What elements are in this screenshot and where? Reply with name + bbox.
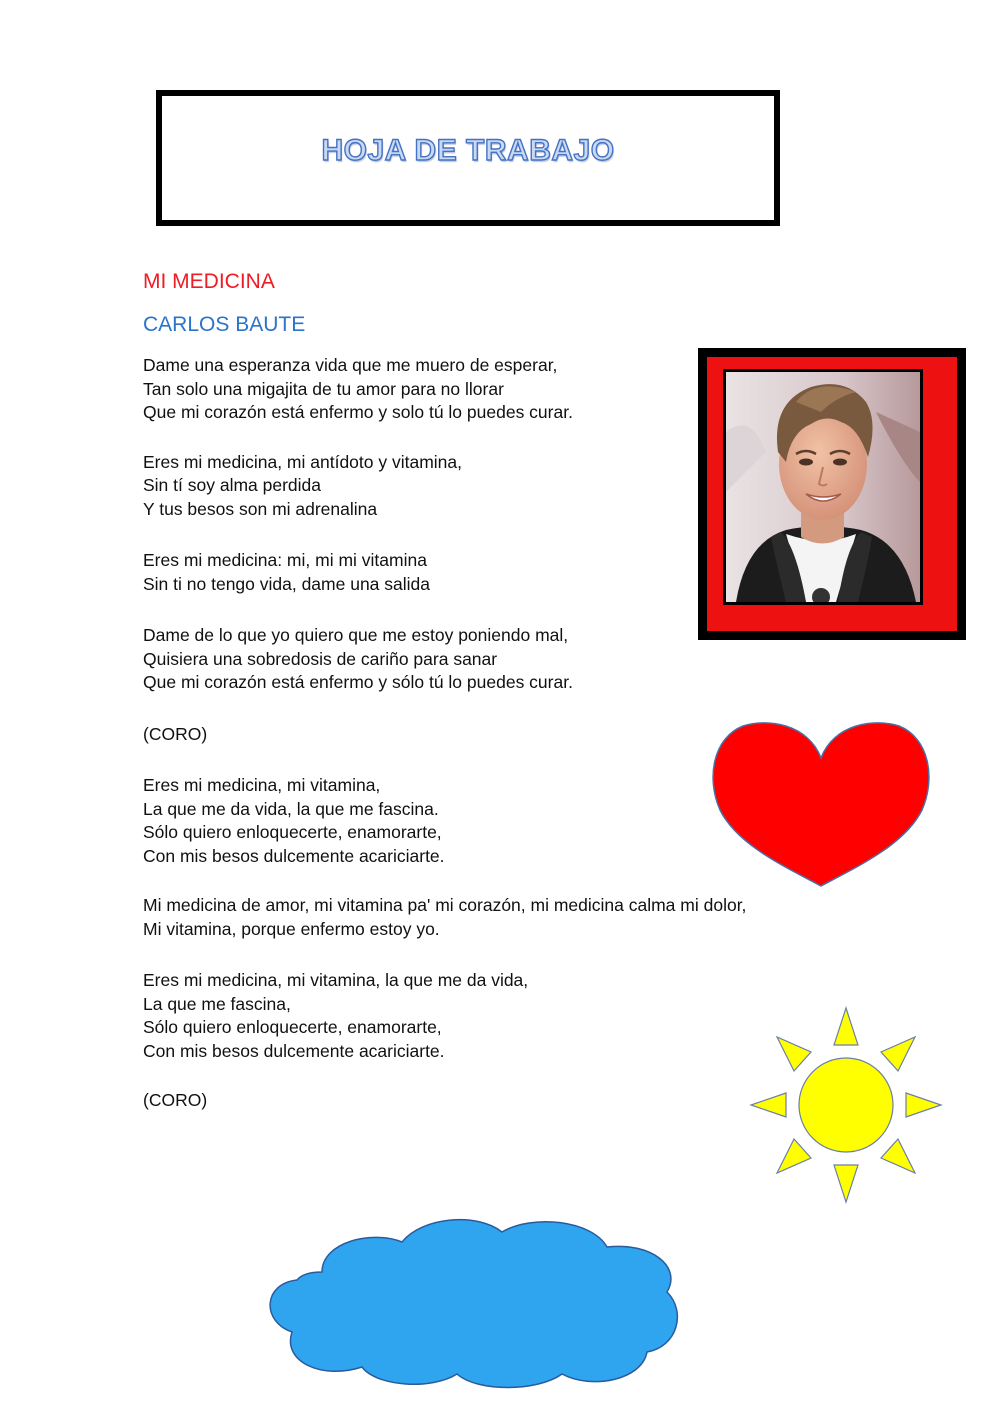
lyric-line: Eres mi medicina, mi antídoto y vitamina,	[143, 451, 463, 472]
lyrics-stanza	[143, 894, 863, 941]
lyric-line: Dame una esperanza vida que me muero de esperar,	[143, 355, 558, 375]
lyric-line: Sólo quiero enloquecerte, enamorarte,	[143, 822, 442, 842]
singer-portrait-illustration	[726, 372, 920, 602]
lyric-line: Eres mi medicina, mi vitamina, la que me da vida,	[143, 970, 529, 990]
lyric-line: Que mi corazón está enfermo y solo tú lo puedes curar.	[143, 402, 573, 422]
artist-name: CARLOS BAUTE	[143, 313, 306, 336]
title-box	[156, 90, 780, 226]
lyric-line: La que me da vida, la que me fascina.	[143, 798, 439, 819]
lyric-line: La que me fascina,	[143, 993, 291, 1014]
song-title: MI MEDICINA	[143, 270, 275, 293]
lyric-line: Mi medicina de amor, mi vitamina pa' mi corazón, mi medicina calma mi dolor,	[143, 895, 747, 915]
lyric-line: Eres mi medicina: mi, mi mi vitamina	[143, 550, 427, 570]
lyric-line: Sólo quiero enloquecerte, enamorarte,	[143, 1017, 442, 1037]
lyric-line: Mi vitamina, porque enfermo estoy yo.	[143, 918, 440, 939]
lyric-line: Sin ti no tengo vida, dame una salida	[143, 573, 430, 594]
lyric-line: (CORO)	[143, 1090, 208, 1110]
lyric-line: (CORO)	[143, 723, 208, 744]
singer-photo-frame	[698, 348, 966, 640]
lyric-line: Con mis besos dulcemente acariciarte.	[143, 845, 445, 866]
lyric-line: Sin tí soy alma perdida	[143, 475, 322, 495]
lyric-line: Quisiera una sobredosis de cariño para sanar	[143, 648, 498, 669]
worksheet-title: HOJA DE TRABAJO	[321, 134, 615, 167]
lyric-line: Eres mi medicina, mi vitamina,	[143, 775, 381, 795]
lyric-line: Que mi corazón está enfermo y sólo tú lo puedes curar.	[143, 672, 573, 692]
lyric-line: Dame de lo que yo quiero que me estoy poniendo mal,	[143, 625, 569, 645]
lyric-line: Con mis besos dulcemente acariciarte.	[143, 1040, 445, 1061]
lyric-line: Tan solo una migajita de tu amor para no llorar	[143, 378, 504, 399]
heart-icon	[708, 718, 934, 890]
lyric-line: Y tus besos son mi adrenalina	[143, 498, 378, 519]
cloud-icon	[262, 1212, 686, 1392]
sun-icon	[748, 1005, 944, 1205]
singer-photo	[723, 369, 923, 605]
